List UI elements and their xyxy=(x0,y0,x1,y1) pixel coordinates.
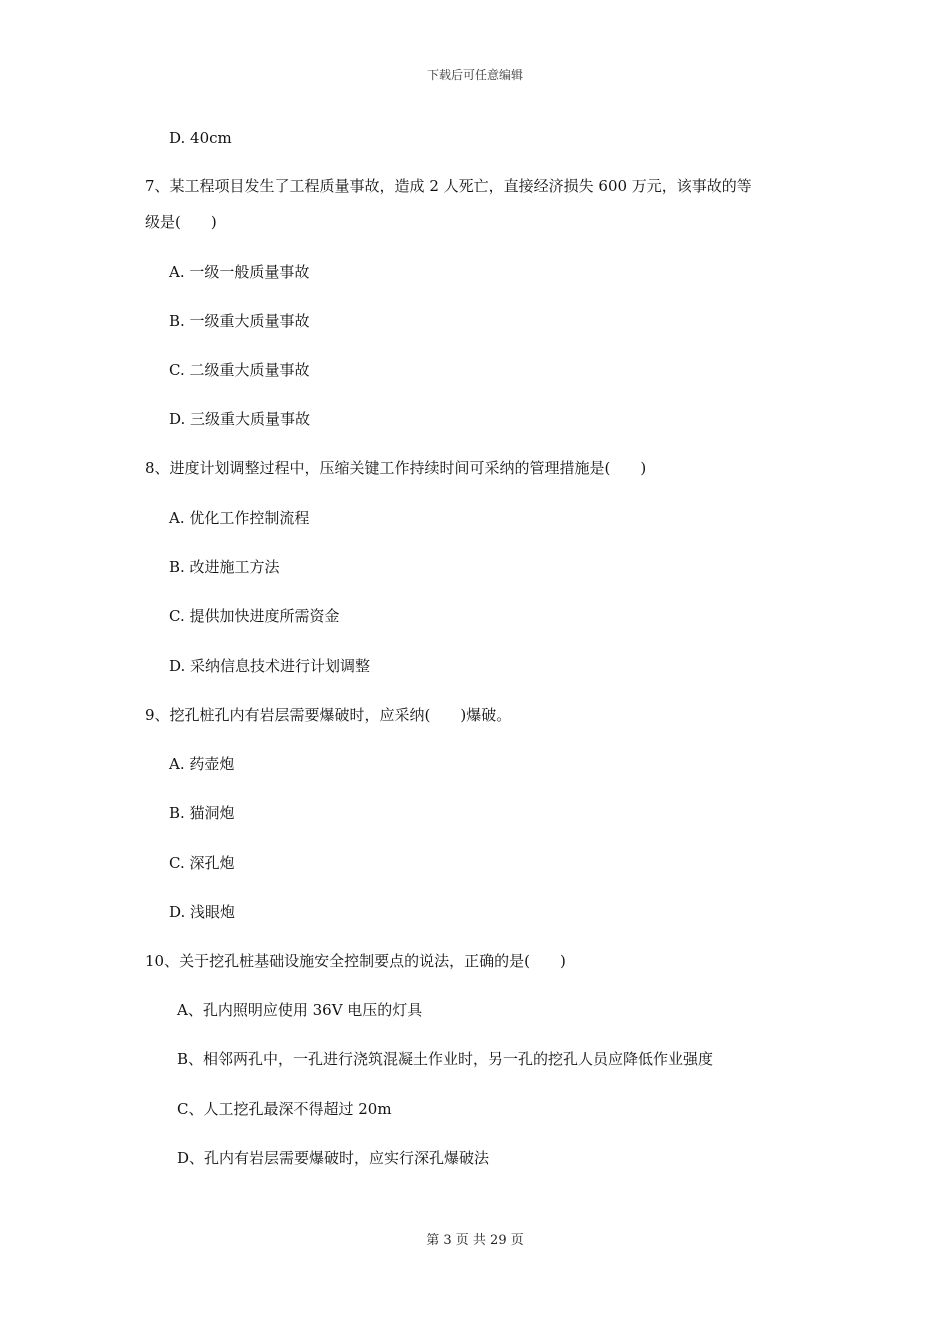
question-9-option-b: B. 猫洞炮 xyxy=(169,804,235,822)
question-9-text: 9、挖孔桩孔内有岩层需要爆破时，应采纳( )爆破。 xyxy=(145,706,512,724)
question-7-option-a: A. 一级一般质量事故 xyxy=(169,263,310,281)
question-7-option-b: B. 一级重大质量事故 xyxy=(169,312,310,330)
question-7-text: 7、某工程项目发生了工程质量事故，造成 2 人死亡，直接经济损失 600 万元，该事故的等 xyxy=(145,177,752,195)
question-8-option-b: B. 改进施工方法 xyxy=(169,558,280,576)
question-7-text-cont: 级是( ) xyxy=(145,213,217,231)
question-9-option-c: C. 深孔炮 xyxy=(169,854,235,872)
question-9-option-d: D. 浅眼炮 xyxy=(169,903,236,921)
question-8-option-d: D. 采纳信息技术进行计划调整 xyxy=(169,657,371,675)
question-9-option-a: A. 药壶炮 xyxy=(169,755,235,773)
question-7-option-c: C. 二级重大质量事故 xyxy=(169,361,310,379)
page-header: 下载后可任意编辑 xyxy=(426,68,523,82)
question-8-option-a: A. 优化工作控制流程 xyxy=(169,509,310,527)
question-10-text: 10、关于挖孔桩基础设施安全控制要点的说法，正确的是( ) xyxy=(145,952,566,970)
question-7-option-d: D. 三级重大质量事故 xyxy=(169,410,311,428)
question-10-option-b: B、相邻两孔中，一孔进行浇筑混凝土作业时，另一孔的挖孔人员应降低作业强度 xyxy=(177,1050,714,1068)
question-8-text: 8、进度计划调整过程中，压缩关键工作持续时间可采纳的管理措施是( ) xyxy=(145,459,647,477)
prev-question-option-d: D. 40cm xyxy=(169,129,232,147)
question-10-option-a: A、孔内照明应使用 36V 电压的灯具 xyxy=(177,1001,423,1019)
page-number: 第 3 页 共 29 页 xyxy=(426,1233,524,1248)
question-8-option-c: C. 提供加快进度所需资金 xyxy=(169,607,340,625)
question-10-option-d: D、孔内有岩层需要爆破时，应实行深孔爆破法 xyxy=(177,1149,490,1167)
question-10-option-c: C、人工挖孔最深不得超过 20m xyxy=(177,1100,392,1118)
